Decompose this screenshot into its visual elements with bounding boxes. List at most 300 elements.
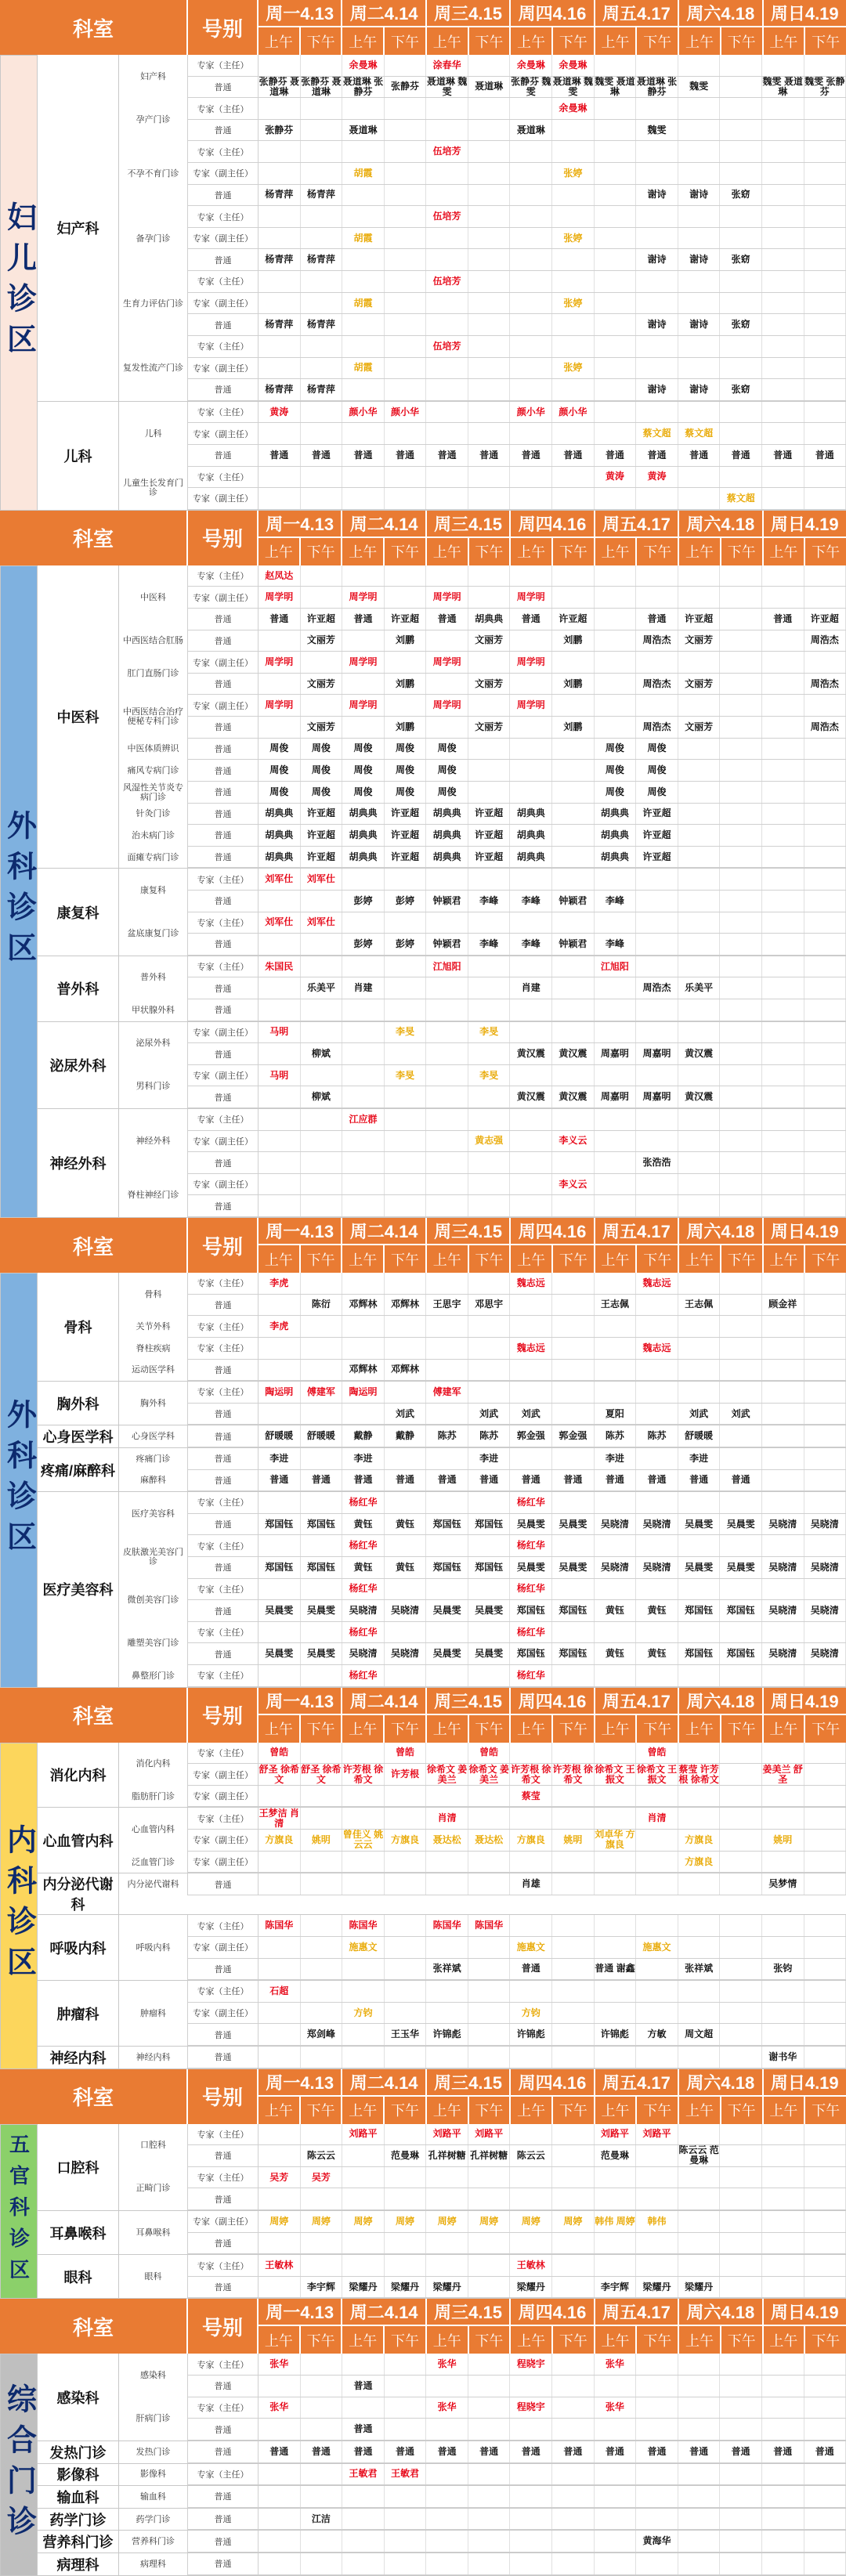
schedule-cell[interactable]: 刘武 — [468, 1404, 511, 1425]
schedule-cell[interactable]: 聂道琳 — [342, 120, 385, 141]
schedule-cell[interactable]: 普通 谢鑫 — [595, 1959, 637, 1980]
schedule-cell[interactable]: 周嘉明 — [636, 1043, 678, 1064]
schedule-cell[interactable]: 聂道琳 — [510, 120, 552, 141]
schedule-cell[interactable]: 胡典典 — [342, 804, 385, 825]
schedule-cell[interactable]: 周婷 — [385, 2211, 427, 2232]
schedule-cell[interactable]: 郑国钰 — [552, 1643, 595, 1664]
schedule-cell[interactable]: 颜小华 — [385, 402, 427, 423]
schedule-cell[interactable]: 陈衍 — [301, 1295, 343, 1316]
schedule-cell[interactable]: 聂达松 — [426, 1830, 468, 1851]
schedule-cell[interactable]: 张静芬 — [258, 120, 301, 141]
schedule-cell[interactable]: 许亚超 — [385, 825, 427, 846]
schedule-cell[interactable]: 普通 — [595, 2441, 637, 2462]
schedule-cell[interactable]: 石超 — [258, 1981, 301, 2002]
schedule-cell[interactable]: 张静芬 — [385, 77, 427, 98]
schedule-cell[interactable]: 周俊 — [301, 782, 343, 803]
schedule-cell[interactable]: 方钧 — [342, 2003, 385, 2024]
schedule-cell[interactable]: 周学明 — [342, 652, 385, 673]
schedule-cell[interactable]: 吴晓清 — [595, 1557, 637, 1578]
schedule-cell[interactable]: 周婷 — [468, 2211, 511, 2232]
schedule-cell[interactable]: 许亚超 — [552, 609, 595, 630]
schedule-cell[interactable]: 张华 — [258, 2354, 301, 2375]
schedule-cell[interactable]: 胡典典 — [258, 847, 301, 868]
schedule-cell[interactable]: 吴晓清 — [385, 1600, 427, 1621]
schedule-cell[interactable]: 曾皓 — [258, 1743, 301, 1764]
schedule-cell[interactable]: 吴晨雯 — [510, 1557, 552, 1578]
schedule-cell[interactable]: 陈云云 — [301, 2145, 343, 2166]
schedule-cell[interactable]: 王思宇 — [426, 1295, 468, 1316]
schedule-cell[interactable]: 邓辉林 — [342, 1295, 385, 1316]
schedule-cell[interactable]: 黄志强 — [468, 1131, 511, 1152]
schedule-cell[interactable]: 普通 — [342, 2375, 385, 2397]
schedule-cell[interactable]: 吴晨雯 — [258, 1643, 301, 1664]
schedule-cell[interactable]: 杨青萍 — [301, 314, 343, 335]
schedule-cell[interactable]: 普通 — [552, 445, 595, 466]
schedule-cell[interactable]: 普通 — [552, 2441, 595, 2462]
schedule-cell[interactable]: 张华 — [595, 2354, 637, 2375]
schedule-cell[interactable]: 姚明 — [301, 1830, 343, 1851]
schedule-cell[interactable]: 郑国钰 — [258, 1514, 301, 1535]
schedule-cell[interactable]: 王玉华 — [385, 2024, 427, 2045]
schedule-cell[interactable]: 梁耀丹 — [510, 2277, 552, 2298]
schedule-cell[interactable]: 赵凤达 — [258, 565, 301, 587]
schedule-cell[interactable]: 杨青萍 — [258, 314, 301, 335]
schedule-cell[interactable]: 周浩杰 — [804, 717, 846, 738]
schedule-cell[interactable]: 吴晓清 — [636, 1557, 678, 1578]
schedule-cell[interactable]: 姚明 — [762, 1830, 804, 1851]
schedule-cell[interactable]: 李宇辉 — [301, 2277, 343, 2298]
schedule-cell[interactable]: 顾金祥 — [762, 1295, 804, 1316]
schedule-cell[interactable]: 周学明 — [426, 652, 468, 673]
schedule-cell[interactable]: 郑国钰 — [552, 1600, 595, 1621]
schedule-cell[interactable]: 张华 — [426, 2397, 468, 2419]
schedule-cell[interactable]: 许亚超 — [804, 609, 846, 630]
schedule-cell[interactable]: 郭金强 — [552, 1425, 595, 1447]
schedule-cell[interactable]: 郑国钰 — [301, 1557, 343, 1578]
schedule-cell[interactable]: 普通 — [720, 1470, 762, 1491]
schedule-cell[interactable]: 普通 — [552, 1470, 595, 1491]
schedule-cell[interactable]: 李义云 — [552, 1174, 595, 1195]
schedule-cell[interactable]: 李进 — [468, 1448, 511, 1469]
schedule-cell[interactable]: 周俊 — [595, 760, 637, 781]
schedule-cell[interactable]: 文丽芳 — [301, 630, 343, 652]
schedule-cell[interactable]: 胡典典 — [426, 825, 468, 846]
schedule-cell[interactable]: 彭婷 — [342, 934, 385, 955]
schedule-cell[interactable]: 徐希文 姜美兰 — [426, 1764, 468, 1785]
schedule-cell[interactable]: 周婷 — [552, 2211, 595, 2232]
schedule-cell[interactable]: 胡典典 — [595, 825, 637, 846]
schedule-cell[interactable]: 郑国钰 — [301, 1514, 343, 1535]
schedule-cell[interactable]: 周俊 — [342, 782, 385, 803]
schedule-cell[interactable]: 许锦彪 — [426, 2024, 468, 2045]
schedule-cell[interactable]: 方钧 — [510, 2003, 552, 2024]
schedule-cell[interactable]: 许锦彪 — [595, 2024, 637, 2045]
schedule-cell[interactable]: 郑国钰 — [720, 1600, 762, 1621]
schedule-cell[interactable]: 周俊 — [595, 782, 637, 803]
schedule-cell[interactable]: 张静芬 聂道琳 — [301, 76, 342, 97]
schedule-cell[interactable]: 周浩杰 — [804, 630, 846, 652]
schedule-cell[interactable]: 普通 — [804, 445, 846, 466]
schedule-cell[interactable]: 伍培芳 — [426, 206, 468, 227]
schedule-cell[interactable]: 张婷 — [552, 163, 595, 184]
schedule-cell[interactable]: 普通 — [385, 445, 427, 466]
schedule-cell[interactable]: 刘武 — [385, 1404, 427, 1425]
schedule-cell[interactable]: 聂达松 — [468, 1830, 511, 1851]
schedule-cell[interactable]: 杨红华 — [342, 1535, 385, 1556]
schedule-cell[interactable]: 黄钰 — [595, 1600, 637, 1621]
schedule-cell[interactable]: 彭婷 — [385, 934, 427, 955]
schedule-cell[interactable]: 吴晨雯 — [426, 1643, 468, 1664]
schedule-cell[interactable]: 刘武 — [510, 1404, 552, 1425]
schedule-cell[interactable]: 许亚超 — [385, 609, 427, 630]
schedule-cell[interactable]: 陈苏 — [595, 1425, 637, 1447]
schedule-cell[interactable]: 普通 — [510, 445, 552, 466]
schedule-cell[interactable]: 魏雯 聂道琳 — [595, 76, 635, 97]
schedule-cell[interactable]: 刘路平 — [426, 2124, 468, 2145]
schedule-cell[interactable]: 黄钰 — [342, 1557, 385, 1578]
schedule-cell[interactable]: 许亚超 — [301, 847, 343, 868]
schedule-cell[interactable]: 周学明 — [258, 587, 301, 608]
schedule-cell[interactable]: 周学明 — [258, 652, 301, 673]
schedule-cell[interactable]: 徐希文 王振文 — [636, 1764, 678, 1785]
schedule-cell[interactable]: 方旗良 — [678, 1852, 721, 1873]
schedule-cell[interactable]: 胡典典 — [510, 825, 552, 846]
schedule-cell[interactable]: 吴晓清 — [762, 1514, 804, 1535]
schedule-cell[interactable]: 吴晓清 — [804, 1557, 846, 1578]
schedule-cell[interactable]: 周嘉明 — [636, 1086, 678, 1107]
schedule-cell[interactable]: 徐希文 王振文 — [595, 1764, 635, 1785]
schedule-cell[interactable]: 胡典典 — [342, 825, 385, 846]
schedule-cell[interactable]: 郑国钰 — [510, 1643, 552, 1664]
schedule-cell[interactable]: 胡典典 — [342, 847, 385, 868]
schedule-cell[interactable]: 梁耀丹 — [426, 2277, 468, 2298]
schedule-cell[interactable]: 张静芬 魏雯 — [511, 76, 551, 97]
schedule-cell[interactable]: 许亚超 — [468, 825, 511, 846]
schedule-cell[interactable]: 方敏 — [636, 2024, 678, 2045]
schedule-cell[interactable]: 刘鹏 — [552, 674, 595, 695]
schedule-cell[interactable]: 吴晨雯 — [258, 1600, 301, 1621]
schedule-cell[interactable]: 文丽芳 — [678, 630, 721, 652]
schedule-cell[interactable]: 许亚超 — [636, 804, 678, 825]
schedule-cell[interactable]: 郑国钰 — [678, 1643, 721, 1664]
schedule-cell[interactable]: 黄汉震 — [552, 1043, 595, 1064]
schedule-cell[interactable]: 余曼琳 — [510, 55, 552, 76]
schedule-cell[interactable]: 周婷 — [510, 2211, 552, 2232]
schedule-cell[interactable]: 普通 — [636, 609, 678, 630]
schedule-cell[interactable]: 余曼琳 — [552, 98, 595, 119]
schedule-cell[interactable]: 王梦洁 肖清 — [258, 1808, 299, 1829]
schedule-cell[interactable]: 余曼琳 — [342, 55, 385, 76]
schedule-cell[interactable]: 周俊 — [636, 739, 678, 760]
schedule-cell[interactable]: 许亚超 — [636, 825, 678, 846]
schedule-cell[interactable]: 张窈 — [720, 314, 762, 335]
schedule-cell[interactable]: 文丽芳 — [678, 717, 721, 738]
schedule-cell[interactable]: 普通 — [301, 2441, 343, 2462]
schedule-cell[interactable]: 施惠文 — [636, 1937, 678, 1958]
schedule-cell[interactable]: 蔡文超 — [636, 423, 678, 444]
schedule-cell[interactable]: 施惠文 — [342, 1937, 385, 1958]
schedule-cell[interactable]: 许亚超 — [468, 847, 511, 868]
schedule-cell[interactable]: 蔡文超 — [720, 488, 762, 509]
schedule-cell[interactable]: 邓辉林 — [385, 1295, 427, 1316]
schedule-cell[interactable]: 刘武 — [720, 1404, 762, 1425]
schedule-cell[interactable]: 郑国钰 — [510, 1600, 552, 1621]
schedule-cell[interactable]: 柳斌 — [301, 1043, 343, 1064]
schedule-cell[interactable]: 乐美平 — [301, 977, 343, 999]
schedule-cell[interactable]: 夏阳 — [595, 1404, 637, 1425]
schedule-cell[interactable]: 李峰 — [468, 934, 511, 955]
schedule-cell[interactable]: 江旭阳 — [595, 956, 637, 977]
schedule-cell[interactable]: 李旻 — [468, 1022, 511, 1043]
schedule-cell[interactable]: 伍培芳 — [426, 141, 468, 162]
schedule-cell[interactable]: 梁耀丹 — [636, 2277, 678, 2298]
schedule-cell[interactable]: 吴晨雯 — [301, 1643, 343, 1664]
schedule-cell[interactable]: 胡典典 — [510, 804, 552, 825]
schedule-cell[interactable]: 谢书华 — [762, 2047, 804, 2068]
schedule-cell[interactable]: 许亚超 — [385, 847, 427, 868]
schedule-cell[interactable]: 周学明 — [510, 695, 552, 716]
schedule-cell[interactable]: 乐美平 — [678, 977, 721, 999]
schedule-cell[interactable]: 普通 — [678, 1470, 721, 1491]
schedule-cell[interactable]: 魏志远 — [510, 1338, 552, 1359]
schedule-cell[interactable]: 周俊 — [258, 739, 301, 760]
schedule-cell[interactable]: 普通 — [258, 609, 301, 630]
schedule-cell[interactable]: 吴晨雯 — [552, 1557, 595, 1578]
schedule-cell[interactable]: 方旗良 — [258, 1830, 301, 1851]
schedule-cell[interactable]: 胡典典 — [468, 609, 511, 630]
schedule-cell[interactable]: 黄涛 — [595, 467, 637, 488]
schedule-cell[interactable]: 杨青萍 — [258, 379, 301, 400]
schedule-cell[interactable]: 郭金强 — [510, 1425, 552, 1447]
schedule-cell[interactable]: 肖雄 — [510, 1873, 552, 1895]
schedule-cell[interactable]: 周俊 — [342, 739, 385, 760]
schedule-cell[interactable]: 文丽芳 — [678, 674, 721, 695]
schedule-cell[interactable]: 吴晓清 — [595, 1514, 637, 1535]
schedule-cell[interactable]: 普通 — [762, 609, 804, 630]
schedule-cell[interactable]: 杨红华 — [342, 1665, 385, 1686]
schedule-cell[interactable]: 杨红华 — [510, 1579, 552, 1600]
schedule-cell[interactable]: 马明 — [258, 1065, 301, 1086]
schedule-cell[interactable]: 周俊 — [636, 760, 678, 781]
schedule-cell[interactable]: 吴晓清 — [762, 1600, 804, 1621]
schedule-cell[interactable]: 陈国华 — [342, 1915, 385, 1936]
schedule-cell[interactable]: 方旗良 — [678, 1830, 721, 1851]
schedule-cell[interactable]: 江旭阳 — [426, 956, 468, 977]
schedule-cell[interactable]: 张静芬 聂道琳 — [258, 76, 299, 97]
schedule-cell[interactable]: 周婷 — [426, 2211, 468, 2232]
schedule-cell[interactable]: 胡典典 — [426, 804, 468, 825]
schedule-cell[interactable]: 吴晨雯 — [468, 1643, 511, 1664]
schedule-cell[interactable]: 许亚超 — [636, 847, 678, 868]
schedule-cell[interactable]: 陈国华 — [426, 1915, 468, 1936]
schedule-cell[interactable]: 吴晨雯 — [678, 1557, 721, 1578]
schedule-cell[interactable]: 刘路平 — [636, 2124, 678, 2145]
schedule-cell[interactable]: 胡典典 — [510, 847, 552, 868]
schedule-cell[interactable]: 黄钰 — [636, 1600, 678, 1621]
schedule-cell[interactable]: 许芳根 徐希文 — [342, 1764, 384, 1785]
schedule-cell[interactable]: 肖建 — [510, 977, 552, 999]
schedule-cell[interactable]: 周学明 — [342, 587, 385, 608]
schedule-cell[interactable]: 普通 — [678, 2441, 721, 2462]
schedule-cell[interactable]: 许锦彪 — [510, 2024, 552, 2045]
schedule-cell[interactable]: 许亚超 — [678, 609, 721, 630]
schedule-cell[interactable]: 舒暖暖 — [258, 1425, 301, 1447]
schedule-cell[interactable]: 刘鹏 — [385, 630, 427, 652]
schedule-cell[interactable]: 蔡文超 — [678, 423, 721, 444]
schedule-cell[interactable]: 普通 — [510, 1470, 552, 1491]
schedule-cell[interactable]: 普通 — [468, 1470, 511, 1491]
schedule-cell[interactable]: 杨青萍 — [258, 185, 301, 206]
schedule-cell[interactable]: 胡典典 — [595, 847, 637, 868]
schedule-cell[interactable]: 普通 — [385, 1470, 427, 1491]
schedule-cell[interactable]: 普通 — [804, 2441, 846, 2462]
schedule-cell[interactable]: 郑国钰 — [720, 1643, 762, 1664]
schedule-cell[interactable]: 周俊 — [385, 782, 427, 803]
schedule-cell[interactable]: 吴晓清 — [762, 1557, 804, 1578]
schedule-cell[interactable]: 舒暖暖 — [678, 1425, 721, 1447]
schedule-cell[interactable]: 普通 — [720, 2441, 762, 2462]
schedule-cell[interactable]: 谢诗 — [636, 314, 678, 335]
schedule-cell[interactable]: 周俊 — [342, 760, 385, 781]
schedule-cell[interactable]: 张窈 — [720, 185, 762, 206]
schedule-cell[interactable]: 吴晓清 — [804, 1643, 846, 1664]
schedule-cell[interactable]: 谢诗 — [636, 185, 678, 206]
schedule-cell[interactable]: 许亚超 — [385, 804, 427, 825]
schedule-cell[interactable]: 姚明 — [552, 1830, 595, 1851]
schedule-cell[interactable]: 周俊 — [426, 760, 468, 781]
schedule-cell[interactable]: 孔祥树糖 — [468, 2145, 511, 2166]
schedule-cell[interactable]: 胡典典 — [258, 804, 301, 825]
schedule-cell[interactable]: 周婷 — [301, 2211, 343, 2232]
schedule-cell[interactable]: 郑国钰 — [678, 1600, 721, 1621]
schedule-cell[interactable]: 文丽芳 — [301, 674, 343, 695]
schedule-cell[interactable]: 钟颖君 — [552, 934, 595, 955]
schedule-cell[interactable]: 陈苏 — [636, 1425, 678, 1447]
schedule-cell[interactable]: 陈苏 — [468, 1425, 511, 1447]
schedule-cell[interactable]: 李旻 — [385, 1065, 427, 1086]
schedule-cell[interactable]: 吴晓清 — [762, 1643, 804, 1664]
schedule-cell[interactable]: 施惠文 — [510, 1937, 552, 1958]
schedule-cell[interactable]: 程晓宇 — [510, 2354, 552, 2375]
schedule-cell[interactable]: 方旗良 — [385, 1830, 427, 1851]
schedule-cell[interactable]: 朱国民 — [258, 956, 301, 977]
schedule-cell[interactable]: 伍培芳 — [426, 336, 468, 357]
schedule-cell[interactable]: 刘军仕 — [301, 869, 343, 890]
schedule-cell[interactable]: 刘路平 — [468, 2124, 511, 2145]
schedule-cell[interactable]: 刘路平 — [342, 2124, 385, 2145]
schedule-cell[interactable]: 江洁 — [301, 2509, 343, 2530]
schedule-cell[interactable]: 黄汉震 — [510, 1086, 552, 1107]
schedule-cell[interactable]: 吴晓清 — [804, 1600, 846, 1621]
schedule-cell[interactable]: 刘路平 — [595, 2124, 637, 2145]
schedule-cell[interactable]: 杨红华 — [342, 1579, 385, 1600]
schedule-cell[interactable]: 普通 — [636, 1470, 678, 1491]
schedule-cell[interactable]: 谢诗 — [678, 314, 721, 335]
schedule-cell[interactable]: 徐希文 姜美兰 — [468, 1764, 509, 1785]
schedule-cell[interactable]: 魏雯 聂道琳 — [762, 76, 803, 97]
schedule-cell[interactable]: 黄汉震 — [552, 1086, 595, 1107]
schedule-cell[interactable]: 胡典典 — [595, 804, 637, 825]
schedule-cell[interactable]: 王敏林 — [510, 2255, 552, 2276]
schedule-cell[interactable]: 李进 — [258, 1448, 301, 1469]
schedule-cell[interactable]: 吴晨雯 — [720, 1557, 762, 1578]
schedule-cell[interactable]: 周婷 — [258, 2211, 301, 2232]
schedule-cell[interactable]: 刘鹏 — [552, 717, 595, 738]
schedule-cell[interactable]: 吴晨雯 — [468, 1600, 511, 1621]
schedule-cell[interactable]: 普通 — [342, 609, 385, 630]
schedule-cell[interactable]: 伍培芳 — [426, 271, 468, 292]
schedule-cell[interactable]: 郑国钰 — [258, 1557, 301, 1578]
schedule-cell[interactable]: 曾佳义 姚云云 — [342, 1830, 384, 1851]
schedule-cell[interactable]: 许芳根 徐希文 — [511, 1764, 551, 1785]
schedule-cell[interactable]: 柳斌 — [301, 1086, 343, 1107]
schedule-cell[interactable]: 周学明 — [510, 652, 552, 673]
schedule-cell[interactable]: 戴静 — [385, 1425, 427, 1447]
schedule-cell[interactable]: 周学明 — [258, 695, 301, 716]
schedule-cell[interactable]: 谢诗 — [678, 185, 721, 206]
schedule-cell[interactable]: 邓辉林 — [385, 1360, 427, 1381]
schedule-cell[interactable]: 郑国钰 — [468, 1557, 511, 1578]
schedule-cell[interactable]: 周浩杰 — [636, 674, 678, 695]
schedule-cell[interactable]: 肖清 — [636, 1808, 678, 1829]
schedule-cell[interactable]: 黄钰 — [385, 1557, 427, 1578]
schedule-cell[interactable]: 蔡莹 许芳根 徐希文 — [678, 1764, 719, 1785]
schedule-cell[interactable]: 普通 — [258, 1470, 301, 1491]
schedule-cell[interactable]: 周学明 — [510, 587, 552, 608]
schedule-cell[interactable]: 黄钰 — [385, 1514, 427, 1535]
schedule-cell[interactable]: 李宇辉 — [595, 2277, 637, 2298]
schedule-cell[interactable]: 李义云 — [552, 1131, 595, 1152]
schedule-cell[interactable]: 黄钰 — [595, 1643, 637, 1664]
schedule-cell[interactable]: 普通 — [510, 2441, 552, 2462]
schedule-cell[interactable]: 颜小华 — [552, 402, 595, 423]
schedule-cell[interactable]: 姜美兰 舒圣 — [762, 1764, 803, 1785]
schedule-cell[interactable]: 文丽芳 — [468, 630, 511, 652]
schedule-cell[interactable]: 邓思宇 — [468, 1295, 511, 1316]
schedule-cell[interactable]: 周婷 — [342, 2211, 385, 2232]
schedule-cell[interactable]: 傅建军 — [301, 1382, 343, 1403]
schedule-cell[interactable]: 陈苏 — [426, 1425, 468, 1447]
schedule-cell[interactable]: 刘军仕 — [301, 912, 343, 934]
schedule-cell[interactable]: 王敏林 — [258, 2255, 301, 2276]
schedule-cell[interactable]: 吴晓清 — [342, 1600, 385, 1621]
schedule-cell[interactable]: 普通 — [595, 1470, 637, 1491]
schedule-cell[interactable]: 杨青萍 — [258, 249, 301, 270]
schedule-cell[interactable]: 吴晨雯 — [720, 1514, 762, 1535]
schedule-cell[interactable]: 刘鹏 — [552, 630, 595, 652]
schedule-cell[interactable]: 陈国华 — [258, 1915, 301, 1936]
schedule-cell[interactable]: 普通 — [720, 445, 762, 466]
schedule-cell[interactable]: 普通 — [301, 1470, 343, 1491]
schedule-cell[interactable]: 杨青萍 — [301, 185, 343, 206]
schedule-cell[interactable]: 彭婷 — [385, 891, 427, 912]
schedule-cell[interactable]: 聂道琳 张静芬 — [342, 76, 384, 97]
schedule-cell[interactable]: 黄汉震 — [678, 1043, 721, 1064]
schedule-cell[interactable]: 周俊 — [595, 739, 637, 760]
schedule-cell[interactable]: 胡霞 — [342, 293, 385, 314]
schedule-cell[interactable]: 黄钰 — [636, 1643, 678, 1664]
schedule-cell[interactable]: 曾皓 — [468, 1743, 511, 1764]
schedule-cell[interactable]: 普通 — [426, 1470, 468, 1491]
schedule-cell[interactable]: 普通 — [510, 609, 552, 630]
schedule-cell[interactable]: 普通 — [301, 445, 343, 466]
schedule-cell[interactable]: 黄汉震 — [510, 1043, 552, 1064]
schedule-cell[interactable]: 周学明 — [342, 695, 385, 716]
schedule-cell[interactable]: 舒暖暖 — [301, 1425, 343, 1447]
schedule-cell[interactable]: 李进 — [342, 1448, 385, 1469]
schedule-cell[interactable]: 普通 — [510, 1959, 552, 1980]
schedule-cell[interactable]: 吴晨雯 — [678, 1514, 721, 1535]
